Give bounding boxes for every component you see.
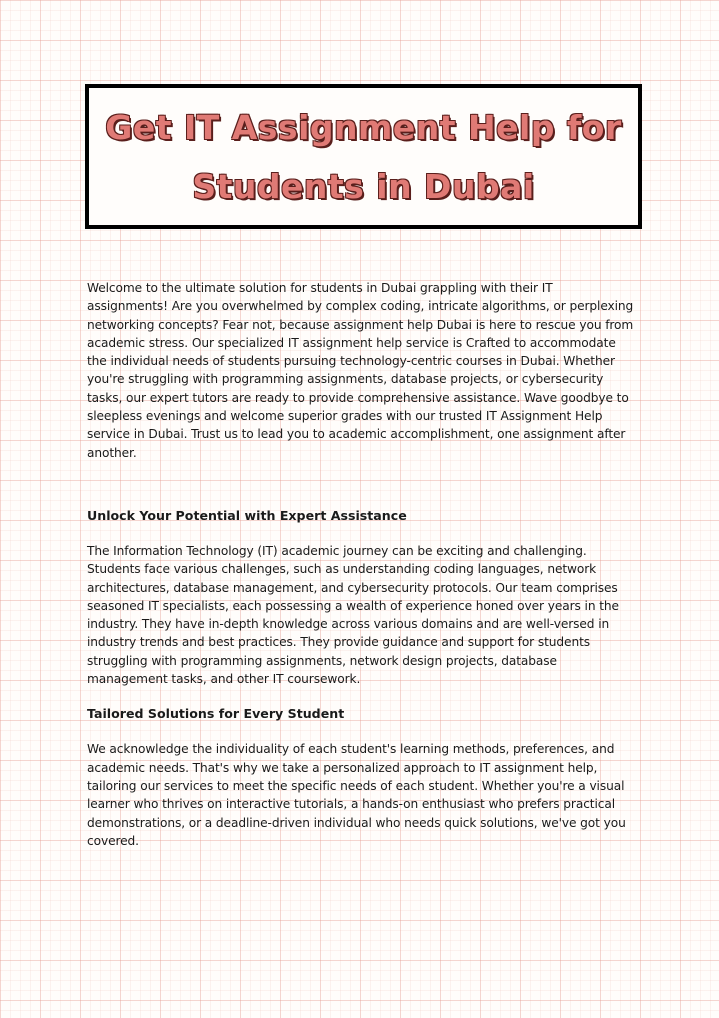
section-heading-expert-assistance: Unlock Your Potential with Expert Assistance [87,507,407,523]
section-paragraph-tailored-solutions: We acknowledge the individuality of each student's learning methods, preferences, and academic needs. That's why we take a personalized approach to IT assignment help, tailoring our services to meet the specific needs of each student. Whether you're a visual learner who thrives on interactive tutorials, a hands-on enthusiast who prefers practical demonstrations, or a deadline-driven individual who needs quick solutions, we've got you covered. [87,742,626,848]
section-heading-tailored-solutions: Tailored Solutions for Every Student [87,706,345,722]
document-body [87,279,635,850]
section-paragraph-expert-assistance: The Information Technology (IT) academic journey can be exciting and challenging. Students face various challenges, such as understanding coding languages, network architectures, database management, and cybersecurity protocols. Our team comprises seasoned IT specialists, each possessing a wealth of experience honed over years in the industry. They have in-depth knowledge across various domains and are well-versed in industry trends and best practices. They provide guidance and support for students struggling with programming assignments, network design projects, database management tasks, and other IT coursework. [87,543,619,687]
intro-paragraph: Welcome to the ultimate solution for students in Dubai grappling with their IT assignments! Are you overwhelmed by complex coding, intricate algorithms, or perplexing networking concepts? Fear not, because assignment help Dubai is here to rescue you from academic stress. Our specialized IT assignment help service is Crafted to accommodate the individual needs of students pursuing technology-centric courses in Dubai. Whether you're struggling with programming assignments, database projects, or cybersecurity tasks, our expert tutors are ready to provide comprehensive assistance. Wave goodbye to sleepless evenings and welcome superior grades with our trusted IT Assignment Help service in Dubai. Trust us to lead you to academic accomplishment, one assignment after another. [87,281,634,460]
page-title [105,98,622,216]
title-box [85,84,642,229]
title-line-1: Get IT Assignment Help for [105,107,622,147]
title-line-2: Students in Dubai [192,166,535,206]
